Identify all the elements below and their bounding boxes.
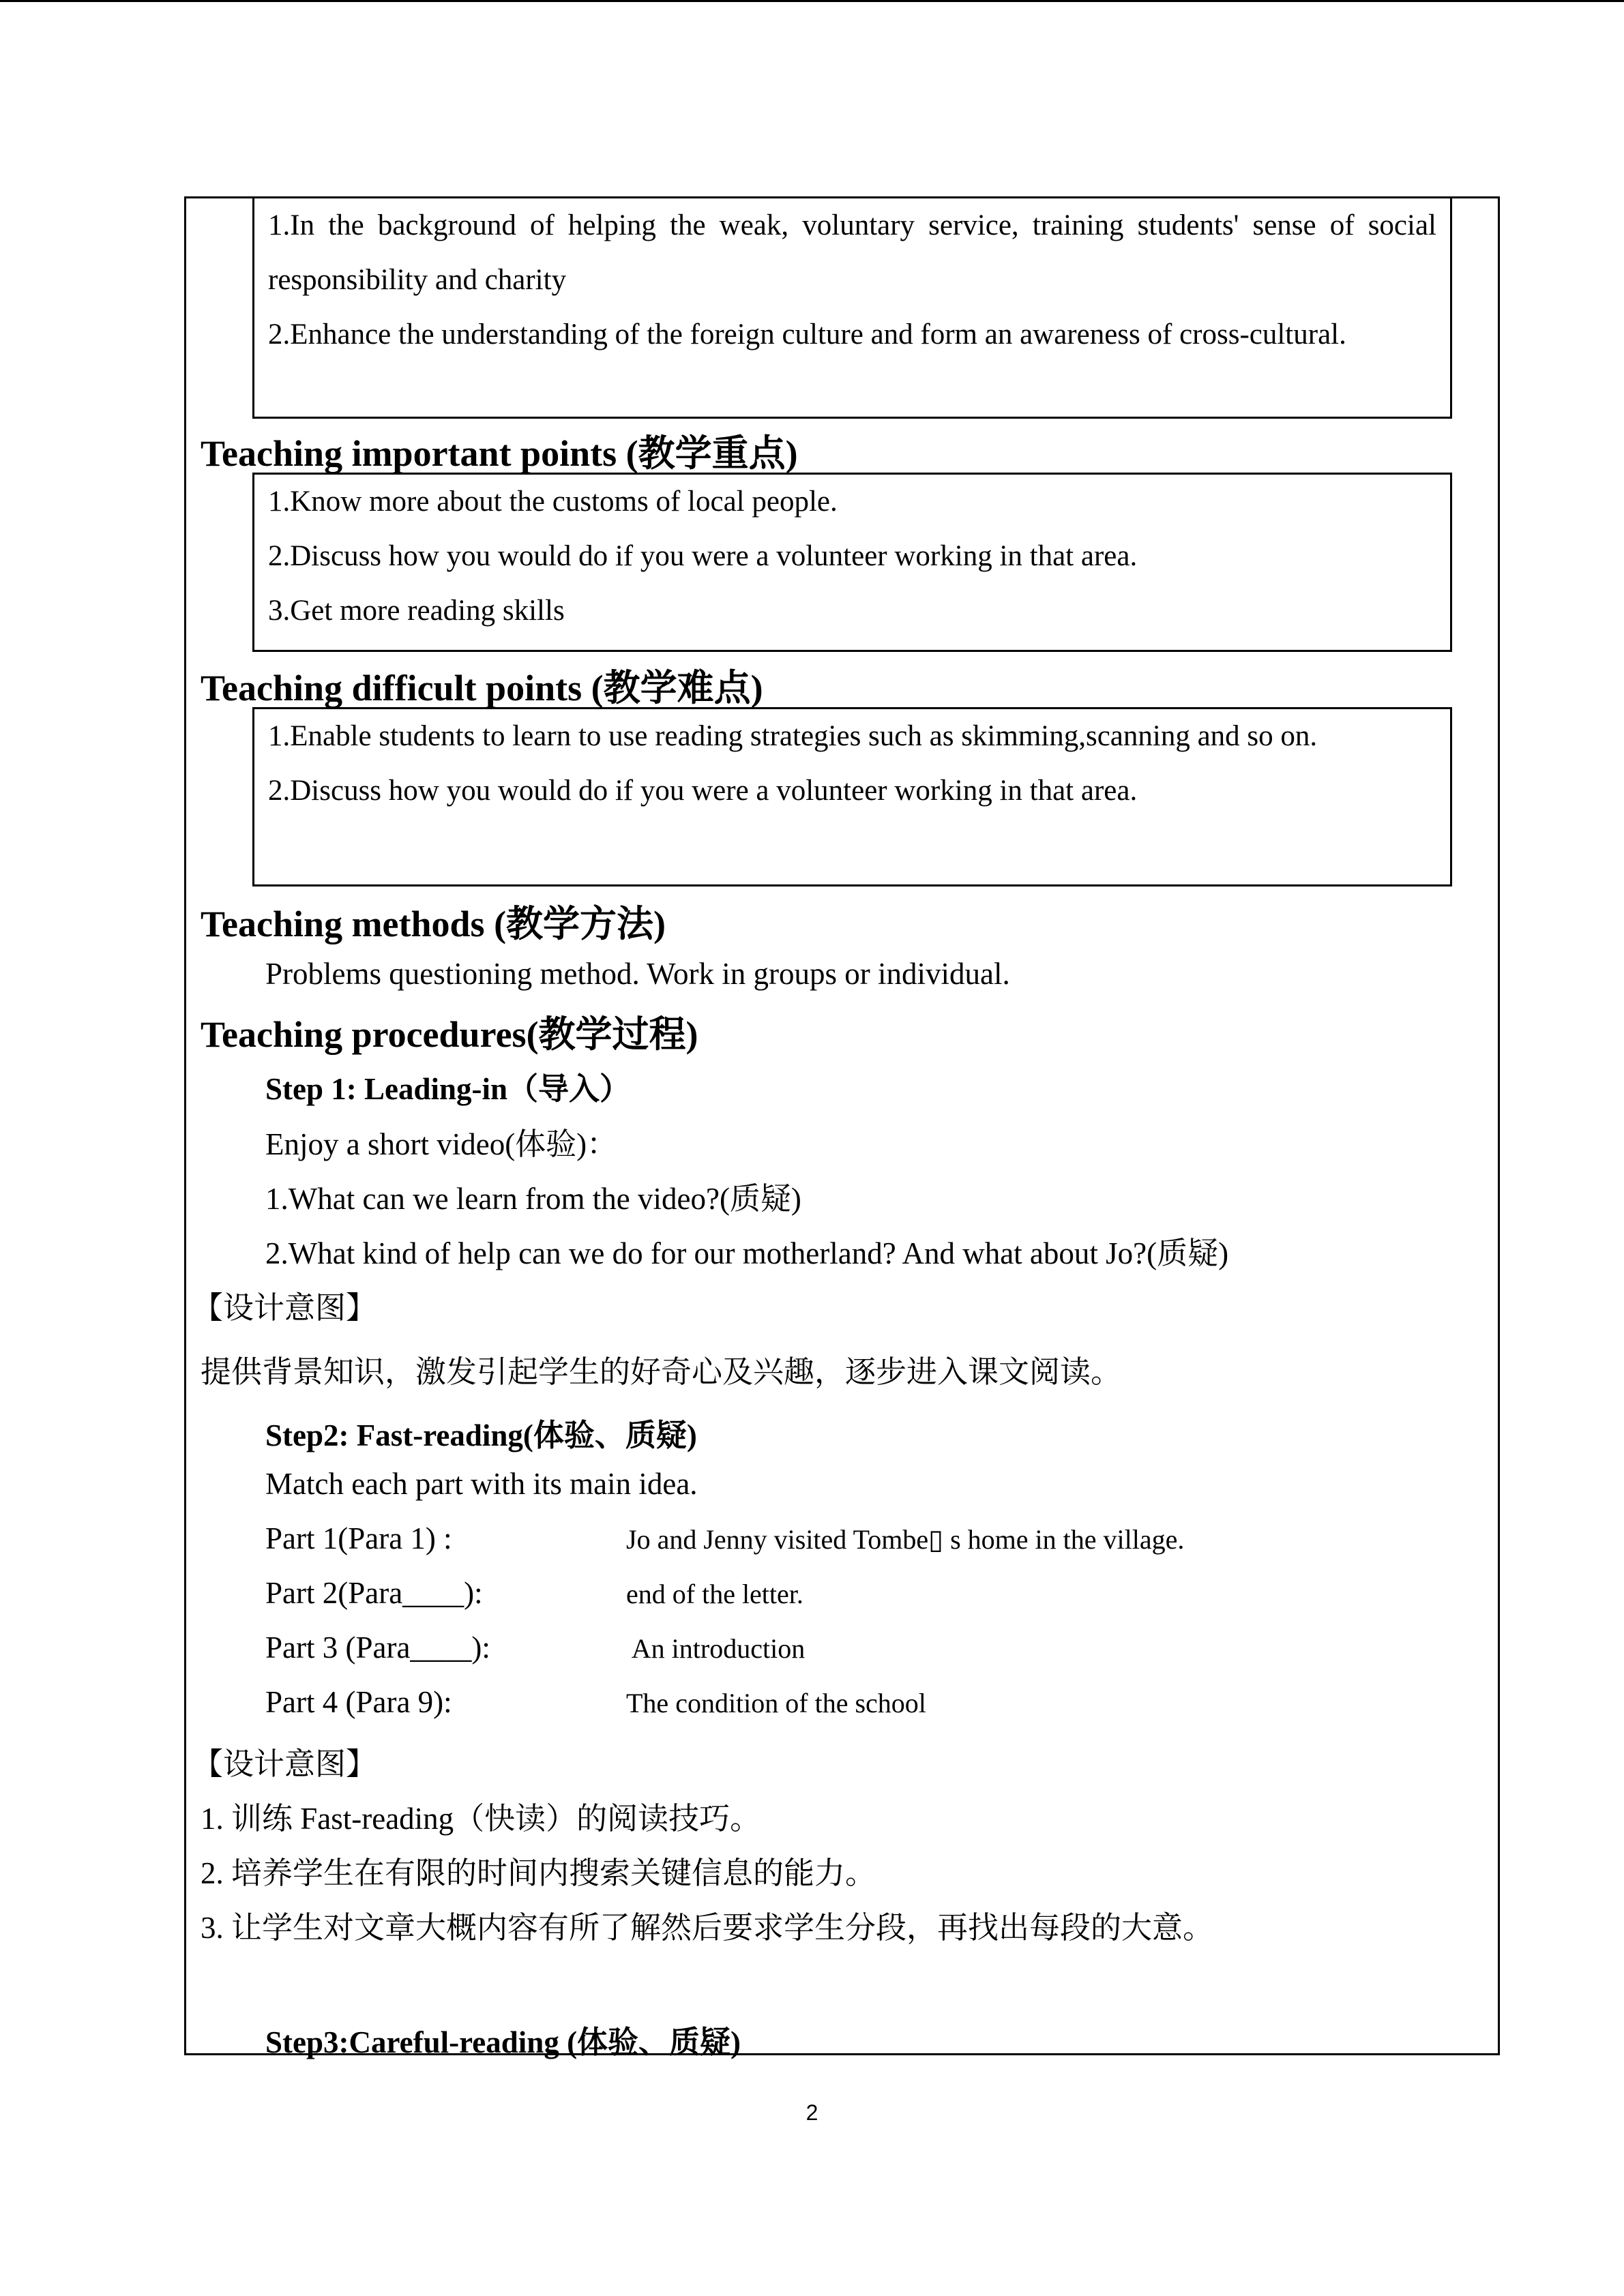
step2-part-4-idea: The condition of the school <box>626 1688 926 1718</box>
difficult-points-heading: Teaching difficult points (教学难点) <box>201 668 763 709</box>
top-rule <box>0 0 1624 2</box>
step2-title: Step2: Fast-reading(体验、质疑) <box>265 1418 697 1452</box>
step2-part-2-label: Part 2(Para____): <box>265 1576 483 1610</box>
step2-design-item-3: 3. 让学生对文章大概内容有所了解然后要求学生分段，再找出每段的大意。 <box>201 1911 1214 1945</box>
important-points-box <box>252 473 1452 652</box>
difficult-point-2: 2.Discuss how you would do if you were a volunteer working in that area. <box>268 775 1138 807</box>
step2-part-3-idea: An introduction <box>626 1633 806 1664</box>
objectives-box <box>252 196 1452 419</box>
step2-part-2-idea: end of the letter. <box>626 1579 803 1609</box>
step3-title: Step3:Careful-reading (体验、质疑) <box>265 2025 741 2059</box>
step2-intro: Match each part with its main idea. <box>265 1467 698 1501</box>
step2-design-item-2: 2. 培养学生在有限的时间内搜索关键信息的能力。 <box>201 1856 876 1890</box>
objective-1: 1.In the background of helping the weak, voluntary service, training students' sense of social responsibility and charity <box>268 209 1436 296</box>
methods-text: Problems questioning method. Work in groups or individual. <box>265 957 1010 991</box>
page-number: 2 <box>806 2100 818 2125</box>
step2-part-1-idea: Jo and Jenny visited Tombe▯ s home in the village. <box>626 1524 1185 1555</box>
step1-title: Step 1: Leading-in（导入） <box>265 1072 631 1106</box>
step1-intro: Enjoy a short video(体验)： <box>265 1127 618 1161</box>
step1-question-1: 1.What can we learn from the video?(质疑) <box>265 1182 801 1216</box>
step2-part-3-label: Part 3 (Para____): <box>265 1630 490 1665</box>
step2-part-1-label: Part 1(Para 1) : <box>265 1521 452 1555</box>
difficult-point-1: 1.Enable students to learn to use reading strategies such as skimming,scanning and so on. <box>268 720 1318 752</box>
step2-design-label: 【设计意图】 <box>192 1747 377 1781</box>
important-point-1: 1.Know more about the customs of local people. <box>268 486 838 518</box>
important-points-heading: Teaching important points (教学重点) <box>201 433 798 474</box>
methods-heading: Teaching methods (教学方法) <box>201 904 666 944</box>
important-point-2: 2.Discuss how you would do if you were a volunteer working in that area. <box>268 540 1138 572</box>
procedures-heading: Teaching procedures(教学过程) <box>201 1014 698 1055</box>
step2-part-4-label: Part 4 (Para 9): <box>265 1685 452 1719</box>
objective-2: 2.Enhance the understanding of the foreign culture and form an awareness of cross-cultural. <box>268 318 1346 351</box>
important-point-3: 3.Get more reading skills <box>268 595 565 627</box>
difficult-points-box <box>252 707 1452 886</box>
step1-design-label: 【设计意图】 <box>192 1291 377 1325</box>
step1-design-text: 提供背景知识，激发引起学生的好奇心及兴趣，逐步进入课文阅读。 <box>201 1355 1122 1389</box>
step1-question-2: 2.What kind of help can we do for our motherland? And what about Jo?(质疑) <box>265 1236 1229 1270</box>
step2-design-item-1: 1. 训练 Fast-reading（快读）的阅读技巧。 <box>201 1802 761 1836</box>
